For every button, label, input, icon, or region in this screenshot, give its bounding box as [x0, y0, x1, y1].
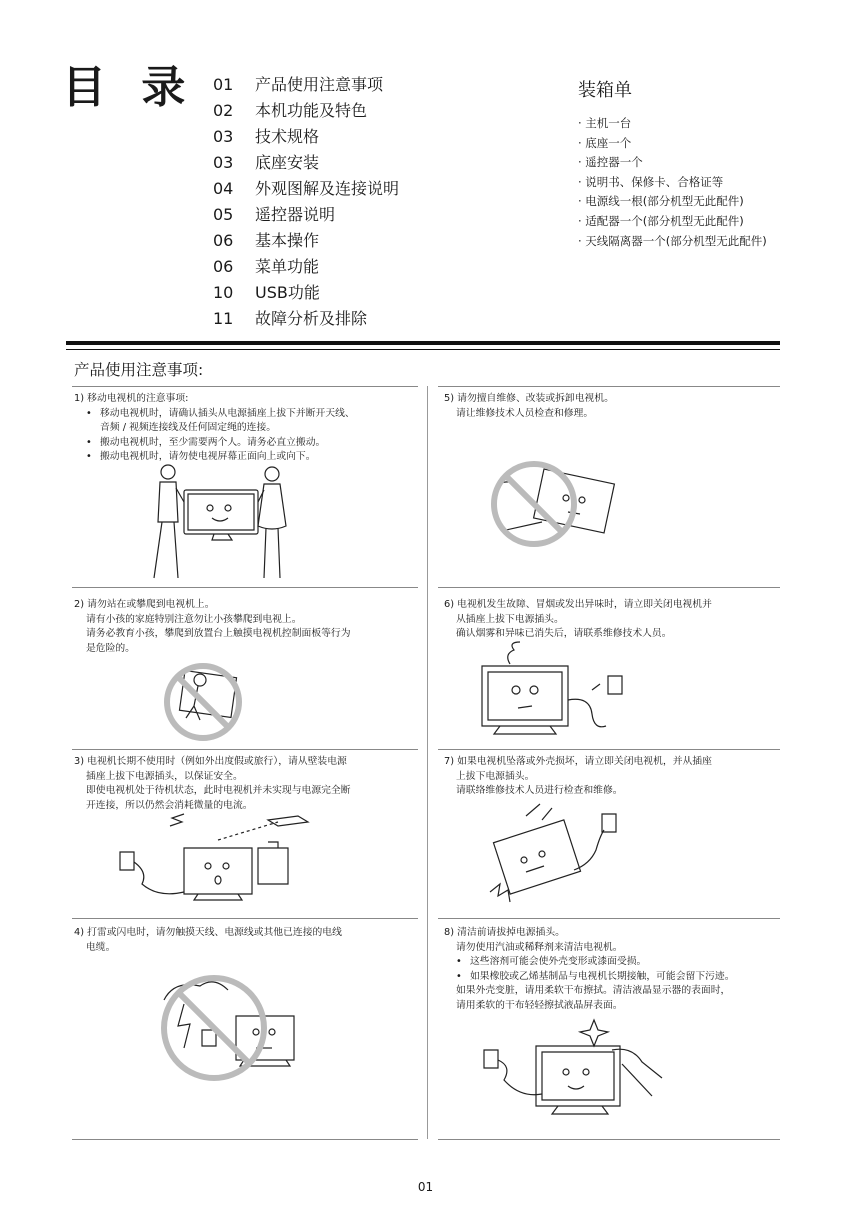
toc-label: 底座安装 — [255, 153, 320, 172]
toc-number: 06 — [213, 231, 234, 250]
toc-number: 03 — [213, 127, 234, 146]
grid-divider — [72, 1139, 418, 1140]
smoking-tv-illustration — [480, 640, 640, 744]
note-line: 音频 / 视频连接线及任何固定绳的连接。 — [100, 422, 277, 434]
note-line: 电缆。 — [86, 941, 116, 953]
toc-item[interactable] — [213, 152, 533, 178]
toc-item[interactable] — [213, 308, 533, 334]
toc-item[interactable] — [213, 74, 533, 100]
toc-number: 02 — [213, 101, 234, 120]
note-line: 是危险的。 — [86, 642, 135, 654]
toc-number: 10 — [213, 283, 234, 302]
toc-label: 菜单功能 — [255, 257, 320, 276]
packing-item: · 说明书、保修卡、合格证等 — [578, 174, 724, 189]
toc-number: 06 — [213, 257, 234, 276]
note-line: • 搬动电视机时，至少需要两个人。请务必直立搬动。 — [74, 436, 355, 451]
note-line: 请让维修技术人员检查和修理。 — [456, 407, 594, 419]
toc-item[interactable] — [213, 256, 533, 282]
grid-divider — [72, 749, 418, 750]
note-6 — [444, 598, 712, 642]
packing-list — [578, 76, 828, 251]
note-line: 如果外壳变脏，请用柔软干布擦拭。清洁液晶显示器的表面时， — [456, 985, 731, 997]
note-line: 请联络维修技术人员进行检查和维修。 — [456, 785, 623, 797]
note-line: 确认烟雾和异味已消失后，请联系维修技术人员。 — [456, 628, 672, 640]
grid-divider — [438, 749, 780, 750]
section-title: 产品使用注意事项: — [74, 361, 204, 379]
note-2 — [74, 598, 351, 656]
note-3 — [74, 755, 351, 813]
toc-number: 04 — [213, 179, 234, 198]
toc-label: 外观图解及连接说明 — [255, 179, 400, 198]
note-line: • 如果橡胶或乙烯基制品与电视机长期接触，可能会留下污迹。 — [444, 970, 735, 985]
note-8 — [444, 926, 735, 1014]
lightning-prohibited-icon — [144, 970, 300, 1082]
note-heading: 3) 电视机长期不使用时（例如外出度假或旅行），请从壁装电源 — [74, 756, 347, 767]
grid-divider — [438, 587, 780, 588]
note-7 — [444, 755, 712, 799]
note-heading: 7) 如果电视机坠落或外壳损坏，请立即关闭电视机，并从插座 — [444, 756, 712, 767]
note-heading: 5) 请勿擅自维修、改装或拆卸电视机。 — [444, 393, 614, 404]
toc-number: 03 — [213, 153, 234, 172]
column-divider — [427, 386, 428, 1139]
packing-item: · 天线隔离器一个(部分机型无此配件) — [578, 233, 767, 248]
note-heading: 8) 清洁前请拔掉电源插头。 — [444, 927, 565, 938]
toc-item[interactable] — [213, 204, 533, 230]
grid-divider — [72, 587, 418, 588]
page-title: 目 录 — [62, 62, 196, 113]
moving-tv-illustration — [140, 462, 300, 584]
packing-list-title: 装箱单 — [578, 80, 632, 101]
toc-label: 产品使用注意事项 — [255, 75, 384, 94]
toc-label: 遥控器说明 — [255, 205, 336, 224]
note-heading: 2) 请勿站在或攀爬到电视机上。 — [74, 599, 215, 610]
note-line: • 搬动电视机时，请勿使电视屏幕正面向上或向下。 — [74, 450, 355, 465]
grid-divider — [438, 386, 780, 387]
note-line: 从插座上拔下电源插头。 — [456, 613, 564, 625]
note-line: 请用柔软的干布轻轻擦拭液晶屏表面。 — [456, 999, 623, 1011]
toc-item[interactable] — [213, 126, 533, 152]
note-line: 插座上拔下电源插头，以保证安全。 — [86, 770, 243, 782]
section-divider-thin — [66, 349, 780, 350]
packing-item: · 底座一个 — [578, 135, 632, 150]
grid-divider — [438, 1139, 780, 1140]
section-divider-thick — [66, 341, 780, 345]
note-line: 上拔下电源插头。 — [456, 770, 535, 782]
note-heading: 6) 电视机发生故障、冒烟或发出异味时，请立即关闭电视机并 — [444, 599, 712, 610]
toc-label: 基本操作 — [255, 231, 320, 250]
dropped-tv-illustration — [486, 800, 626, 912]
note-heading: 1) 移动电视机的注意事项: — [74, 393, 189, 404]
packing-item: · 主机一台 — [578, 116, 632, 130]
note-heading: 4) 打雷或闪电时，请勿触摸天线、电源线或其他已连接的电线 — [74, 927, 342, 938]
note-line: • 这些溶剂可能会使外壳变形或漆面受损。 — [444, 955, 735, 970]
note-5 — [444, 392, 614, 421]
unplug-travel-illustration — [118, 812, 318, 904]
grid-divider — [72, 918, 418, 919]
note-line: • 移动电视机时，请确认插头从电源插座上拔下并断开天线、 — [74, 407, 355, 422]
no-disassembly-prohibited-icon — [486, 450, 620, 550]
note-line: 请有小孩的家庭特别注意勿让小孩攀爬到电视上。 — [86, 613, 302, 625]
grid-divider — [72, 386, 418, 387]
toc-number: 05 — [213, 205, 234, 224]
toc-label: 故障分析及排除 — [255, 309, 368, 328]
toc-number: 11 — [213, 309, 234, 328]
note-line: 即使电视机处于待机状态，此时电视机并未实现与电源完全断 — [86, 785, 351, 797]
note-1 — [74, 392, 355, 465]
toc-item[interactable] — [213, 230, 533, 256]
toc-number: 01 — [213, 75, 234, 94]
cleaning-tv-illustration — [482, 1016, 668, 1120]
note-line: 开连接，所以仍然会消耗微量的电流。 — [86, 799, 253, 811]
packing-item: · 遥控器一个 — [578, 155, 643, 170]
toc-item[interactable] — [213, 100, 533, 126]
toc-label: 本机功能及特色 — [255, 101, 368, 120]
packing-item: · 适配器一个(部分机型无此配件) — [578, 213, 744, 228]
toc-label: USB功能 — [255, 283, 320, 302]
table-of-contents — [213, 74, 533, 334]
page-number: 01 — [417, 1180, 434, 1194]
toc-item[interactable] — [213, 282, 533, 308]
grid-divider — [438, 918, 780, 919]
note-line: 请务必教育小孩，攀爬到放置台上触摸电视机控制面板等行为 — [86, 628, 351, 640]
note-4 — [74, 926, 342, 955]
toc-label: 技术规格 — [255, 127, 320, 146]
note-line: 请勿使用汽油或稀释剂来清洁电视机。 — [456, 941, 623, 953]
climbing-child-prohibited-icon — [160, 660, 246, 744]
packing-item: · 电源线一根(部分机型无此配件) — [578, 194, 744, 209]
toc-item[interactable] — [213, 178, 533, 204]
